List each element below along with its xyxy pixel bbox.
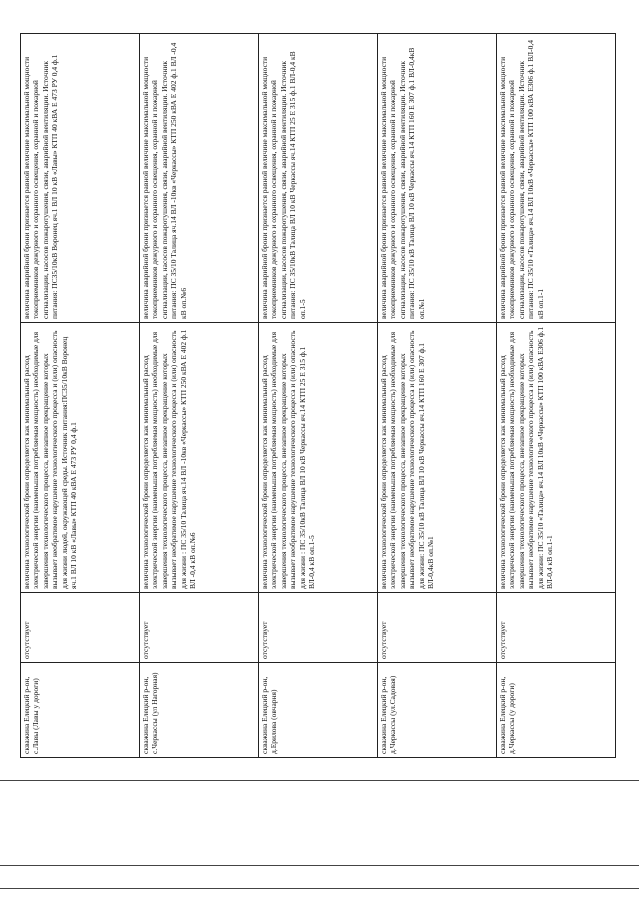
divider-line (0, 780, 639, 781)
reserve-cell: отсутствует (378, 593, 497, 663)
tech-reserve-cell: величина технологической брони определяется как минимальный расход электрической энергии (наименьшая потребляемая мощность) необходимые для завершения технологического процесса, внезапное прекращение которых вызывает необратимое нарушение технологического процесса и (или) опасность для жизни: ПС 35/10 «Талица» яч.14 ВЛ 10кВ «Черкассы» КТП 100 кВА Е306 ф.1 ВЛ-0,4 кВ оп.1-1 (497, 323, 616, 593)
object-cell: скважина Елецкий р-он, д.Ерилова (овчарня) (259, 663, 378, 758)
emergency-reserve-cell: величина аварийной брони признается равной величине максимальной мощности токоприемников дежурного и охранного освещения, охранной и пожарной сигнализации, насосов пожаротушения, связи, аварийной вентиляции. Источник питания: ПС35/10кВ Воронец яч.1 ВЛ 10 кВ «Лавы» КТП 40 кВА Е 473 РУ 0,4 ф.1 (21, 34, 140, 323)
emergency-reserve-cell: величина аварийной брони признается равной величине максимальной мощности токоприемников дежурного и охранного освещения, охранной и пожарной сигнализации, насосов пожаротушения, связи, аварийной вентиляции. Источник питания: ПС 35/10 «Талица» яч.14 ВЛ 10кВ «Черкассы» КТП 100 кВА Е306 ф.1 ВЛ-0,4 кВ оп.1-1 (497, 34, 616, 323)
divider-line (0, 888, 639, 889)
reserve-cell: отсутствует (497, 593, 616, 663)
object-cell: скважина Елецкий р-он, с.Лавы (Лавы у дороги) (21, 663, 140, 758)
tech-reserve-cell: величина технологической брони определяется как минимальный расход электрической энергии (наименьшая потребляемая мощность) необходимые для завершения технологического процесса, внезапное прекращение которых вызывает необратимое нарушение технологического процесса и (или) опасность для жизни людей, окружающей среды. Источник питания:ПС35/10кВ Воронец яч.1 ВЛ 10 кВ «Лавы» КТП 40 кВА Е 473 РУ 0,4 ф.1 (21, 323, 140, 593)
table-row (497, 34, 616, 758)
emergency-reserve-cell: величина аварийной брони признается равной величине максимальной мощности токоприемников дежурного и охранного освещения, охранной и пожарной сигнализации, насосов пожаротушения, связи, аварийной вентиляции. Источник питания: ПС 35/10 кВ Талица ВЛ 10 кВ Черкассы яч.14 КТП 160 Е 307 ф.1 ВЛ-0,4кВ оп.№1 (378, 34, 497, 323)
reserve-cell: отсутствует (21, 593, 140, 663)
table-row (140, 34, 259, 758)
table-row (259, 34, 378, 758)
emergency-reserve-cell: величина аварийной брони признается равной величине максимальной мощности токоприемников дежурного и охранного освещения, охранной и пожарной сигнализации, насосов пожаротушения, связи, аварийной вентиляции. Источник питания: ПС 35/10 Талица яч.14 ВЛ -10кв «Черкассы» КТП 250 кВА Е 402 ф.1 ВЛ -0,4 кВ оп.№6 (140, 34, 259, 323)
reserve-cell: отсутствует (140, 593, 259, 663)
object-cell: скважина Елецкий р-он, д.Черкассы (ул.Садовая) (378, 663, 497, 758)
table-row (21, 34, 140, 758)
emergency-reserve-cell: величина аварийной брони признается равной величине максимальной мощности токоприемников дежурного и охранного освещения, охранной и пожарной сигнализации, насосов пожаротушения, связи, аварийной вентиляции. Источник питания: ПС 35/10кВ Талица ВЛ 10 кВ Черкассы яч.14 КТП 25 Е 315 ф.1 ВЛ-0,4 кВ оп.1-5 (259, 34, 378, 323)
reserve-cell: отсутствует (259, 593, 378, 663)
divider-line (0, 865, 639, 866)
object-cell: скважина Елецкий р-он, с.Черкассы (ул Нагорная) (140, 663, 259, 758)
tech-reserve-cell: величина технологической брони определяется как минимальный расход электрической энергии (наименьшая потребляемая мощность) необходимые для завершения технологического процесса, внезапное прекращение которых вызывает необратимое нарушение технологического процесса и (или) опасность для жизни : ПС 35/10 Талица яч.14 ВЛ -10кв «Черкассы» КТП 250 кВА Е 402 ф.1 ВЛ -0,4 кВ оп.№6 (140, 323, 259, 593)
table-row (378, 34, 497, 758)
reserve-table (20, 33, 616, 758)
object-cell: скважина Елецкий р-он, д.Черкассы (у дороги) (497, 663, 616, 758)
tech-reserve-cell: величина технологической брони определяется как минимальный расход электрической энергии (наименьшая потребляемая мощность) необходимые для завершения технологического процесса, внезапное прекращение которых вызывает необратимое нарушение технологического процесса и (или) опасность для жизни : ПС 35/10кВ Талица ВЛ 10 кВ Черкассы яч.14 КТП 25 Е 315 ф.1 ВЛ-0,4 кВ оп.1-5 (259, 323, 378, 593)
tech-reserve-cell: величина технологической брони определяется как минимальный расход электрической энергии (наименьшая потребляемая мощность) необходимые для завершения технологического процесса, внезапное прекращение которых вызывает необратимое нарушение технологического процесса и (или) опасность для жизни: ПС 35/10 кВ Талица ВЛ 10 кВ Черкассы яч.14 КТП 160 Е 307 ф.1 ВЛ-0,4кВ оп.№1 (378, 323, 497, 593)
rotated-page (20, 34, 620, 758)
